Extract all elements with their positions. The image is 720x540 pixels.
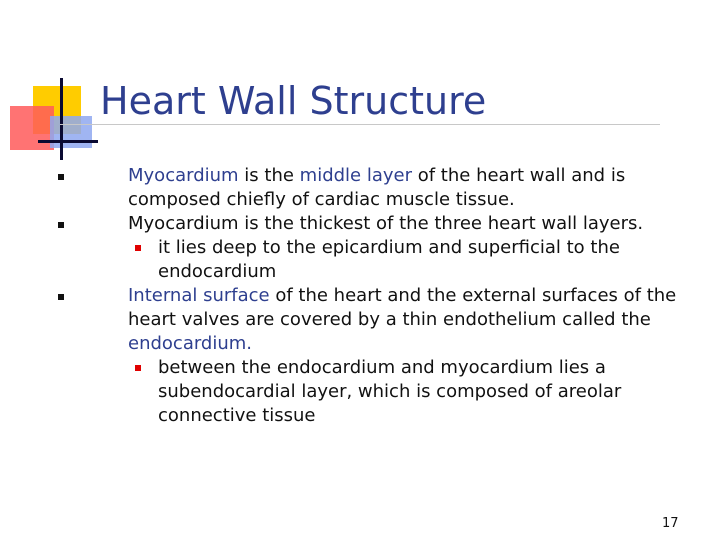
sub-bullet-item	[58, 356, 678, 428]
sub-bullet-text: it lies deep to the epicardium and superficial to the endocardium	[158, 237, 620, 282]
square-bullet-icon	[58, 294, 64, 300]
highlight-term: endocardium.	[128, 333, 253, 354]
title-divider	[60, 124, 660, 125]
square-bullet-icon	[58, 174, 64, 180]
highlight-term: middle layer	[299, 165, 413, 186]
red-square-bullet-icon	[135, 365, 141, 371]
bullet-item	[58, 284, 678, 356]
highlight-term: Internal surface	[128, 285, 270, 306]
red-square-bullet-icon	[135, 245, 141, 251]
red-square-decoration	[10, 106, 54, 150]
bullet-item	[58, 164, 678, 212]
bullet-text: of the heart and the external surfaces of the heart valves are covered by a thin endothelium called the	[128, 285, 677, 330]
highlight-term: Myocardium	[128, 165, 239, 186]
square-bullet-icon	[58, 222, 64, 228]
horizontal-line-decoration	[38, 140, 98, 143]
corner-decoration	[0, 0, 110, 170]
page-number: 17	[662, 516, 679, 531]
bullet-text: is the	[238, 165, 300, 186]
bullet-item	[58, 212, 678, 236]
vertical-line-decoration	[60, 78, 63, 160]
slide-title: Heart Wall Structure	[100, 79, 487, 123]
sub-bullet-text: between the endocardium and myocardium lies a subendocardial layer, which is composed of areolar connective tissue	[158, 357, 622, 426]
bullet-text: of the heart wall and is composed chiefly of cardiac muscle tissue.	[128, 165, 626, 210]
bullet-text: Myocardium is the thickest of the three heart wall layers.	[128, 213, 644, 234]
sub-bullet-item	[58, 236, 678, 284]
blue-square-decoration	[50, 116, 92, 148]
bullet-list	[58, 164, 678, 428]
